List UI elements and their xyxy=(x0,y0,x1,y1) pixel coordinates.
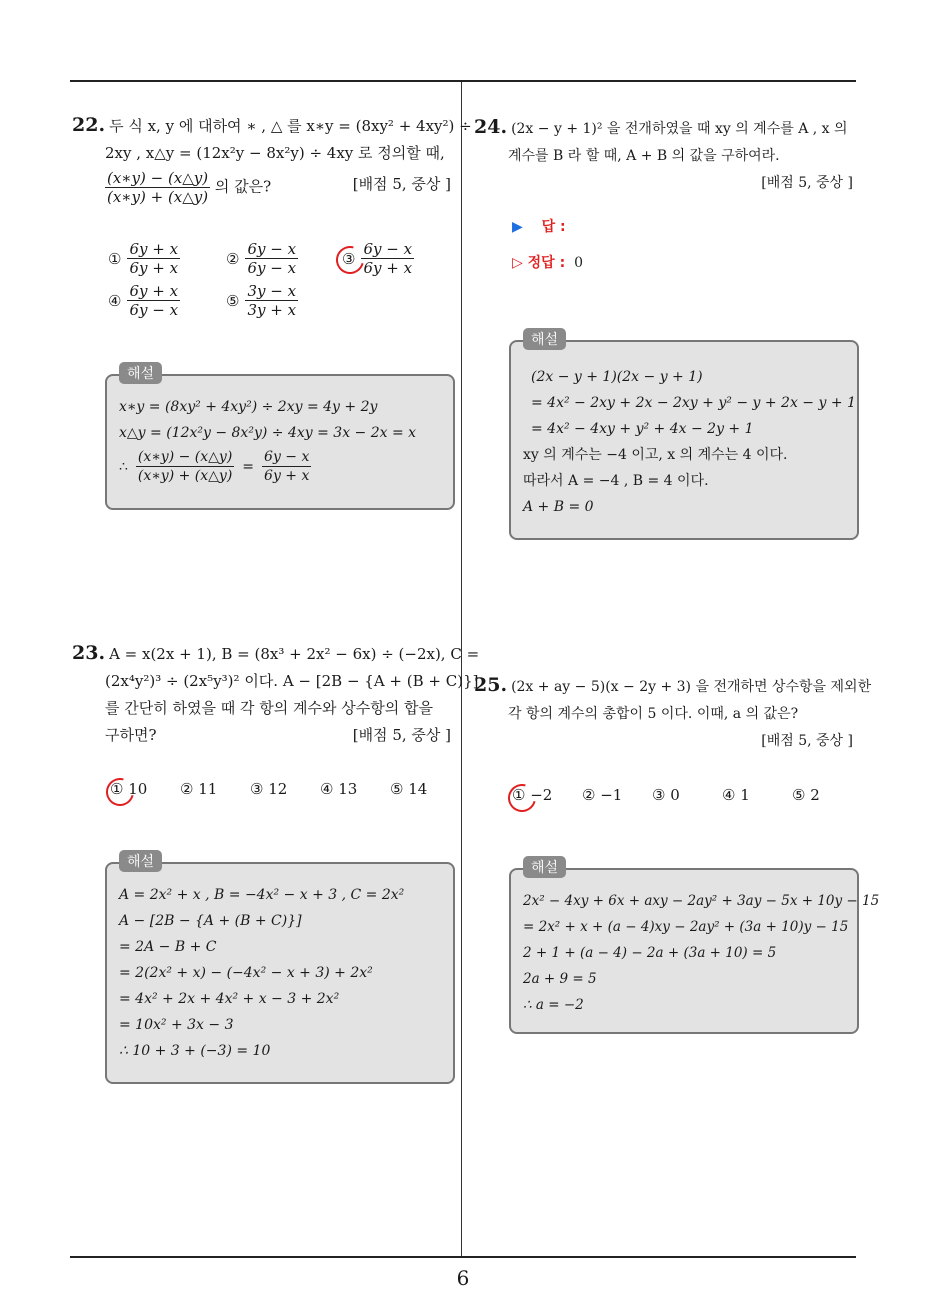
question-text-line: A = x(2x + 1), B = (8x³ + 2x² − 6x) ÷ (−2x), C = xyxy=(109,645,480,663)
choice-label: ③ 0 xyxy=(652,786,680,804)
fraction-numerator: 6y − x xyxy=(247,240,297,258)
choice-2[interactable] xyxy=(582,786,622,804)
fraction-denominator: 6y − x xyxy=(129,301,179,319)
solution-tag: 해설 xyxy=(119,850,162,872)
solution-line: A − [2B − {A + (B + C)}] xyxy=(119,913,302,929)
choice-4[interactable] xyxy=(320,780,357,798)
solution-line: = 2A − B + C xyxy=(119,939,217,955)
score-label: [배점 5, 중상 ] xyxy=(761,175,853,191)
solution-line: 따라서 A = −4 , B = 4 이다. xyxy=(523,473,709,489)
choice-5[interactable] xyxy=(390,780,427,798)
choice-label: ③ 12 xyxy=(250,780,288,798)
score-label: [배점 5, 중상 ] xyxy=(352,726,451,744)
fraction-denominator: 6y + x xyxy=(129,259,179,277)
fraction-numerator: 3y − x xyxy=(247,282,297,300)
question-22 xyxy=(72,112,472,206)
solution-line: = 4x² − 2xy + 2x − 2xy + y² − y + 2x − y + 1 xyxy=(531,395,856,411)
fraction-denominator: (x∗y) + (x△y) xyxy=(107,188,209,206)
answer-label: 답 : xyxy=(541,219,566,235)
solution-line: = 2x² + x + (a − 4)xy − 2ay² + (3a + 10)y − 15 xyxy=(523,919,849,935)
choice-2[interactable] xyxy=(180,780,217,798)
question-number: 24. xyxy=(474,116,508,138)
solution-line: x∗y = (8xy² + 4xy²) ÷ 2xy = 4y + 2y xyxy=(119,399,378,415)
choice-label: ① 10 xyxy=(110,780,148,798)
fraction-denominator: (x∗y) + (x△y) xyxy=(137,468,233,484)
question-25 xyxy=(474,672,872,755)
solution-line: ∴ 10 + 3 + (−3) = 10 xyxy=(119,1043,271,1059)
choice-label: ① −2 xyxy=(512,786,553,804)
fraction-numerator: 6y + x xyxy=(129,282,179,300)
question-text-line: 각 항의 계수의 총합이 5 이다. 이때, a 의 값은? xyxy=(508,706,799,722)
solution-line: (2x − y + 1)(2x − y + 1) xyxy=(531,369,703,385)
solution-box-22: 해설 x∗y = (8xy² + 4xy²) ÷ 2xy = 4y + 2y x△y = (12x²y − 8x²y) ÷ 4xy = 3x − 2x = x ∴ $\frac{(x∗y) - (x\triangle y)}{(x∗y) + (x\triangle y)}$ = $\frac{6y - x}{6y + x}$ xyxy=(105,374,455,510)
question-24 xyxy=(474,114,859,197)
therefore-symbol: ∴ xyxy=(119,458,128,475)
solution-tag: 해설 xyxy=(523,856,566,878)
solution-line: A = 2x² + x , B = −4x² − x + 3 , C = 2x² xyxy=(119,887,405,903)
score-label: [배점 5, 중상 ] xyxy=(352,175,451,193)
play-triangle-icon: ▶ xyxy=(512,219,523,235)
fraction-denominator: 6y + x xyxy=(363,259,413,277)
choice-mark: ⑤ xyxy=(226,291,240,310)
question-23 xyxy=(72,640,480,749)
choice-mark: ③ xyxy=(342,249,356,268)
choice-5[interactable] xyxy=(792,786,820,804)
solution-line: ∴ a = −2 xyxy=(523,997,584,1013)
top-rule xyxy=(70,80,856,82)
outline-triangle-icon: ▷ xyxy=(512,255,523,271)
fraction-denominator: 3y + x xyxy=(247,301,297,319)
choice-mark: ② xyxy=(226,249,240,268)
choice-5[interactable] xyxy=(226,282,298,319)
answer-line xyxy=(512,216,566,236)
question-number: 22. xyxy=(72,114,106,136)
question-text-line: (2x⁴y²)³ ÷ (2x⁵y³)² 이다. A − [2B − {A + (B + C)}] xyxy=(105,672,479,690)
solution-line: = 4x² + 2x + 4x² + x − 3 + 2x² xyxy=(119,991,340,1007)
question-suffix: 의 값은? xyxy=(214,177,272,196)
solution-line: 2x² − 4xy + 6x + axy − 2ay² + 3ay − 5x + 10y − 15 xyxy=(523,893,880,909)
correct-answer-label: 정답 : xyxy=(527,255,566,271)
answer-circle-icon xyxy=(101,773,139,811)
solution-line: = 4x² − 4xy + y² + 4x − 2y + 1 xyxy=(531,421,754,437)
fraction-numerator: (x∗y) − (x△y) xyxy=(107,169,209,187)
fraction-denominator: 6y + x xyxy=(264,468,310,484)
fraction-denominator: 6y − x xyxy=(247,259,297,277)
question-text-line: 계수를 B 라 할 때, A + B 의 값을 구하여라. xyxy=(508,148,780,164)
solution-tag: 해설 xyxy=(119,362,162,384)
solution-line: xy 의 계수는 −4 이고, x 의 계수는 4 이다. xyxy=(523,447,788,463)
choice-label: ⑤ 14 xyxy=(390,780,428,798)
solution-line: = 10x² + 3x − 3 xyxy=(119,1017,234,1033)
score-label: [배점 5, 중상 ] xyxy=(761,733,853,749)
choice-label: ② −1 xyxy=(582,786,623,804)
choice-3[interactable] xyxy=(250,780,287,798)
question-text-line: 두 식 x, y 에 대하여 ∗ , △ 를 x∗y = (8xy² + 4xy²) ÷ xyxy=(109,117,472,135)
correct-answer-value: 0 xyxy=(574,255,583,271)
question-number: 25. xyxy=(474,674,508,696)
solution-box-25 xyxy=(509,860,880,1034)
choice-3[interactable] xyxy=(652,786,680,804)
choice-label: ② 11 xyxy=(180,780,218,798)
choice-mark: ④ xyxy=(108,291,122,310)
answer-circle-icon xyxy=(503,779,541,817)
choice-3[interactable] xyxy=(342,240,414,277)
fraction-numerator: 6y + x xyxy=(129,240,179,258)
choice-4[interactable] xyxy=(722,786,750,804)
solution-line: 2a + 9 = 5 xyxy=(523,971,597,987)
solution-line: A + B = 0 xyxy=(523,499,594,515)
question-text-line: 를 간단히 하였을 때 각 항의 계수와 상수항의 합을 xyxy=(105,699,433,717)
correct-answer-line xyxy=(512,252,583,272)
question-text-line: 2xy , x△y = (12x²y − 8x²y) ÷ 4xy 로 정의할 때, xyxy=(105,144,445,162)
solution-box-24 xyxy=(509,332,859,540)
solution-line: x△y = (12x²y − 8x²y) ÷ 4xy = 3x − 2x = x xyxy=(119,425,417,441)
fraction-numerator: 6y − x xyxy=(363,240,413,258)
question-text-line: (2x − y + 1)² 을 전개하였을 때 xy 의 계수를 A , x 의 xyxy=(511,121,848,137)
solution-box-23 xyxy=(105,854,455,1084)
bottom-rule xyxy=(70,1256,856,1258)
expression-fraction xyxy=(105,169,210,206)
fraction-numerator: 6y − x xyxy=(264,449,310,465)
fraction-numerator: (x∗y) − (x△y) xyxy=(137,449,233,465)
choice-4[interactable] xyxy=(108,282,180,319)
choice-1[interactable] xyxy=(108,240,180,277)
choice-label: ④ 13 xyxy=(320,780,358,798)
choice-label: ④ 1 xyxy=(722,786,750,804)
choice-2[interactable] xyxy=(226,240,298,277)
choice-1[interactable] xyxy=(512,786,552,804)
solution-line: 2 + 1 + (a − 4) − 2a + (3a + 10) = 5 xyxy=(523,945,777,961)
choice-1[interactable] xyxy=(110,780,147,798)
solution-line: = 2(2x² + x) − (−4x² − x + 3) + 2x² xyxy=(119,965,373,981)
choice-mark: ① xyxy=(108,249,122,268)
page-number: 6 xyxy=(456,1266,470,1290)
question-text-line: 구하면? xyxy=(105,726,157,744)
solution-tag: 해설 xyxy=(523,328,566,350)
question-text-line: (2x + ay − 5)(x − 2y + 3) 을 전개하면 상수항을 제외한 xyxy=(511,679,872,695)
question-number: 23. xyxy=(72,642,106,664)
choice-label: ⑤ 2 xyxy=(792,786,820,804)
